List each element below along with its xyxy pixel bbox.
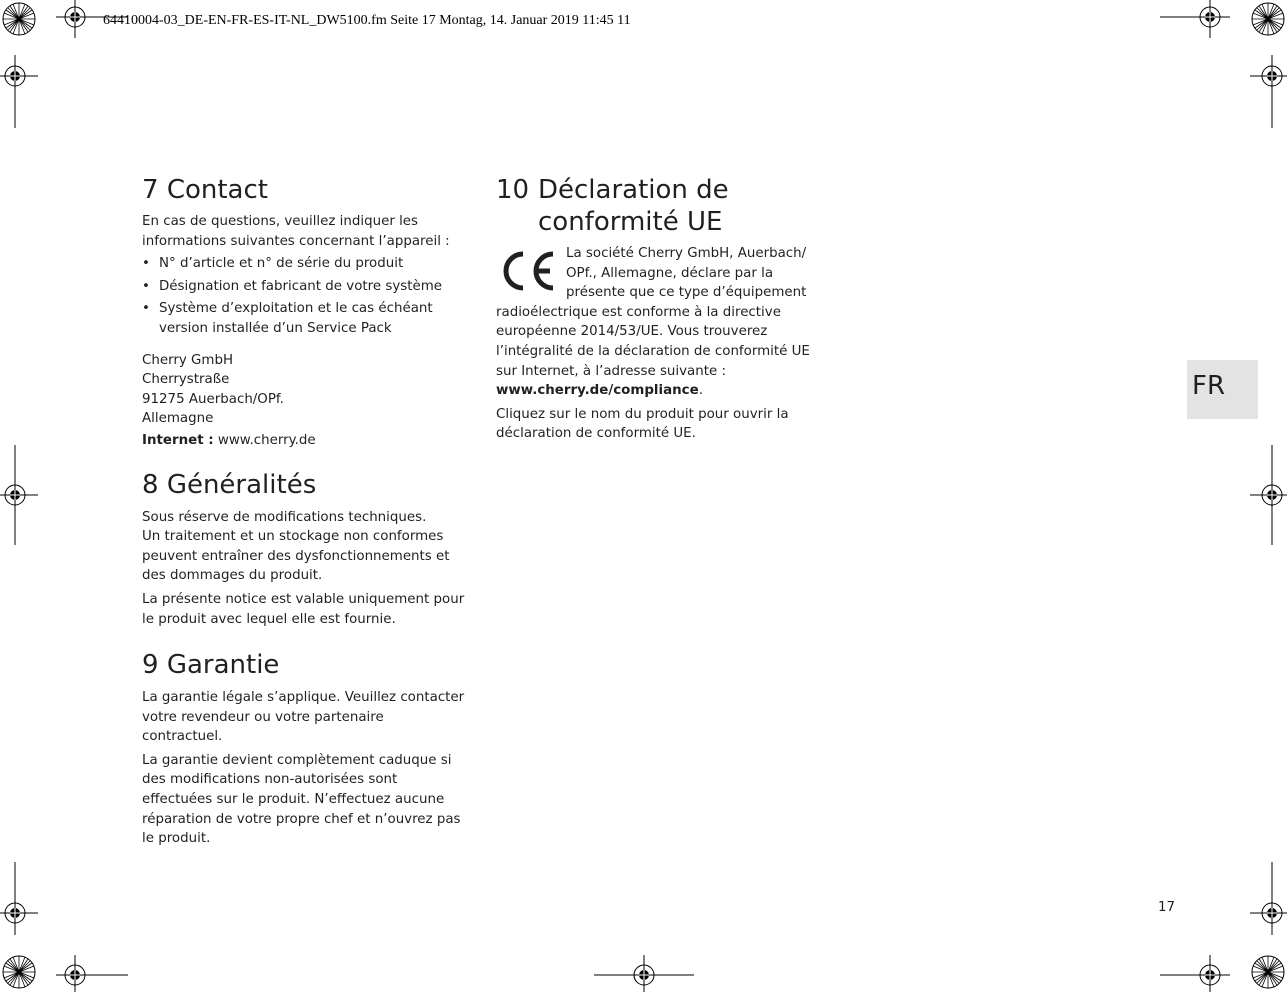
- language-tab: FR: [1187, 360, 1258, 419]
- section-title: Généralités: [166, 469, 317, 500]
- contact-bullet-list: [142, 254, 467, 338]
- warranty-paragraph: La garantie devient complètement caduque si des modifications non-autorisées sont effectuées sur le produit. N’effectuez aucune réparation de votre propre chef et n’ouvrez pas le produit.: [142, 752, 461, 847]
- warranty-paragraph: La garantie légale s’applique. Veuillez contacter votre revendeur ou votre partenaire contractuel.: [142, 690, 465, 745]
- declaration-body-text: La société Cherry GmbH, Auerbach/ OPf., Allemagne, déclare par la présente que ce type d’équipement radioélectrique est conforme à la directive européenne 2014/53/UE. Vous trouverez l’intégralité de la déclaration de conformité UE sur Internet, à l’adresse suivante :: [496, 246, 810, 379]
- corner-burst-mark: [3, 956, 35, 988]
- section-title: Garantie: [166, 650, 280, 681]
- company-city: 91275 Auerbach/OPf.: [142, 391, 284, 407]
- company-address: [142, 351, 467, 451]
- left-column: [142, 174, 467, 849]
- list-item: • N° d’article et n° de série du produit: [142, 254, 467, 274]
- declaration-body: [496, 244, 821, 444]
- internet-label: Internet :: [142, 432, 214, 448]
- punctuation: .: [698, 383, 703, 399]
- list-item: • Désignation et fabricant de votre système: [142, 277, 467, 297]
- list-item: • Système d’exploitation et le cas échéant version installée d’un Service Pack: [142, 299, 467, 338]
- compliance-link[interactable]: www.cherry.de/compliance: [496, 383, 699, 399]
- section-number: 10: [496, 175, 530, 205]
- general-paragraph: [142, 508, 467, 586]
- middle-column: [496, 174, 821, 444]
- section-number: 7: [142, 175, 159, 205]
- company-country: Allemagne: [142, 411, 214, 427]
- corner-burst-mark: [1252, 3, 1284, 35]
- general-line: Un traitement et un stockage non conformes peuvent entraîner des dysfonctionnements et des dommages du produit.: [142, 529, 450, 584]
- ce-mark-icon: [496, 248, 558, 294]
- company-name: Cherry GmbH: [142, 352, 234, 368]
- title-line: Déclaration de: [538, 175, 729, 205]
- section-heading-general: [142, 469, 467, 501]
- section-heading-declaration: [496, 174, 821, 238]
- section-number: 8: [142, 469, 159, 500]
- print-header: 64410004-03_DE-EN-FR-ES-IT-NL_DW5100.fm Seite 17 Montag, 14. Januar 2019 11:45 11: [103, 13, 631, 28]
- page-number: 17: [1158, 900, 1176, 915]
- section-heading-contact: [142, 174, 467, 206]
- internet-link[interactable]: www.cherry.de: [217, 432, 316, 448]
- company-street: Cherrystraße: [142, 372, 230, 388]
- title-line: conformité UE: [538, 207, 723, 237]
- corner-burst-mark: [1252, 956, 1284, 988]
- contact-intro: En cas de questions, veuillez indiquer les informations suivantes concernant l’appareil :: [142, 214, 450, 249]
- corner-burst-mark: [3, 3, 35, 35]
- general-paragraph: La présente notice est valable uniquement pour le produit avec lequel elle est fournie.: [142, 591, 465, 627]
- section-number: 9: [142, 650, 159, 681]
- section-title: Contact: [166, 175, 268, 205]
- section-title: [538, 174, 729, 238]
- general-line: Sous réserve de modifications techniques.: [142, 509, 427, 525]
- click-note: Cliquez sur le nom du produit pour ouvrir la déclaration de conformité UE.: [496, 406, 789, 442]
- section-heading-warranty: [142, 649, 467, 681]
